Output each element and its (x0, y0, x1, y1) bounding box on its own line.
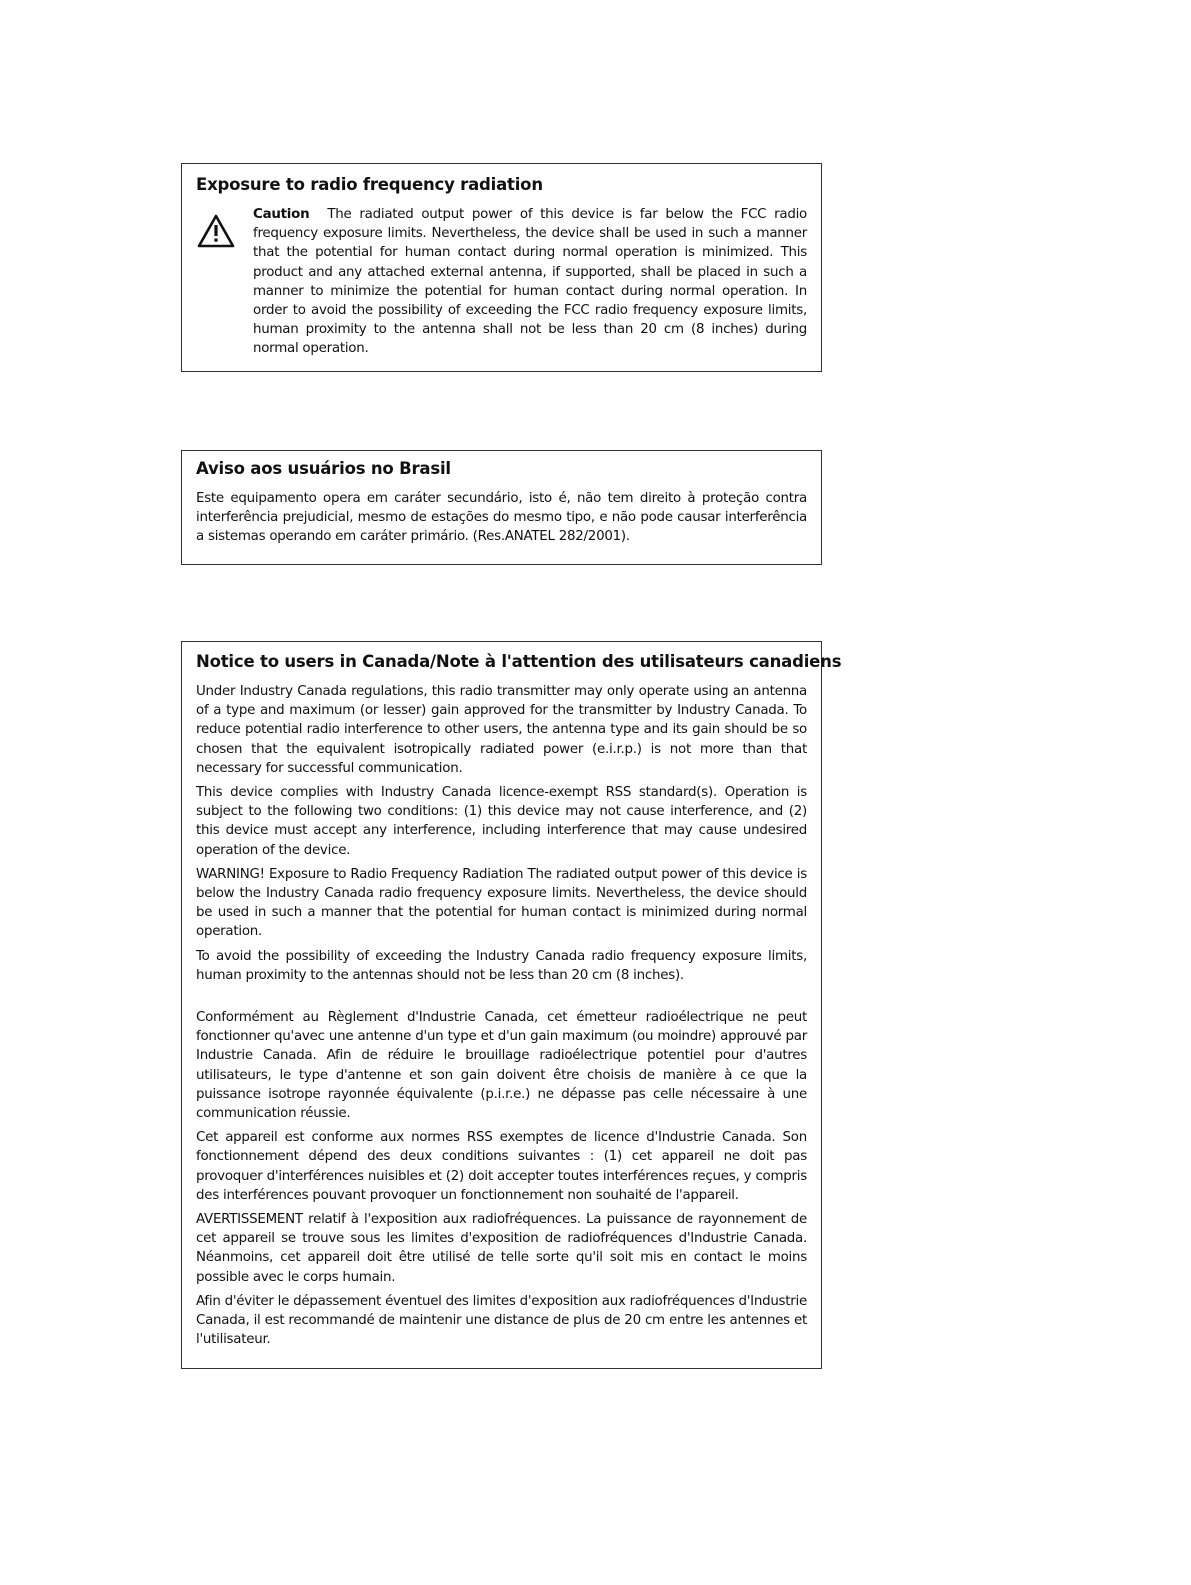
canada-en-paragraph: To avoid the possibility of exceeding the Industry Canada radio frequency exposure limits, human proximity to the antennas should not be less than 20 cm (8 inches). (196, 948, 807, 983)
canada-notice-box (181, 641, 842, 1369)
caution-paragraph (253, 205, 807, 359)
caution-text: The radiated output power of this device is far below the FCC radio frequency exposure limits. Nevertheless, the device shall be used in such a manner that the potential for human contact during normal operation is minimized. This product and any attached external antenna, if supported, shall be placed in such a manner to minimize the potential for human contact during normal operation. In order to avoid the possibility of exceeding the FCC radio frequency exposure limits, human proximity to the antenna shall not be less than 20 cm (8 inches) during normal operation. (253, 207, 807, 357)
language-spacer (196, 985, 807, 1008)
rf-exposure-title: Exposure to radio frequency radiation (196, 175, 543, 194)
warning-triangle-icon (197, 213, 235, 249)
rf-exposure-box (181, 163, 822, 372)
canada-en-paragraph: This device complies with Industry Canada licence-exempt RSS standard(s). Operation is subject to the following two conditions: (1) this device may not cause interference, and (2) this device must accept any interference, including interference that may cause undesired operation of the device. (196, 785, 807, 858)
canada-en-paragraph: Under Industry Canada regulations, this radio transmitter may only operate using an antenna of a type and maximum (or lesser) gain approved for the transmitter by Industry Canada. To reduce potential radio interference to other users, the antenna type and its gain should be so chosen that the equivalent isotropically radiated power (e.i.r.p.) is not more than that necessary for successful communication. (196, 684, 807, 776)
brazil-notice-title: Aviso aos usuários no Brasil (196, 459, 451, 478)
canada-fr-paragraph: AVERTISSEMENT relatif à l'exposition aux radiofréquences. La puissance de rayonnement de cet appareil se trouve sous les limites d'exposition de radiofréquences d'Industrie Canada. Néanmoins, cet appareil doit être utilisé de telle sorte qu'il soit mis en contact le moins possible avec le corps humain. (196, 1212, 807, 1285)
caution-label: Caution (253, 207, 310, 222)
brazil-notice-text: Este equipamento opera em caráter secundário, isto é, não tem direito à proteção contra interferência prejudicial, mesmo de estações do mesmo tipo, e não pode causar interferência a sistemas operando em caráter primário. (Res.ANATEL 282/2001). (196, 491, 807, 545)
canada-fr-paragraph: Conformément au Règlement d'Industrie Canada, cet émetteur radioélectrique ne peut fonctionner qu'avec une antenne d'un type et d'un gain maximum (ou moindre) approuvé par Industrie Canada. Afin de réduire le brouillage radioélectrique potentiel pour d'autres utilisateurs, le type d'antenne et son gain doivent être choisis de manière à ce que la puissance isotrope rayonnée équivalente (p.i.r.e.) ne dépasse pas celle nécessaire à une communication réussie. (196, 1010, 807, 1122)
caution-row (196, 205, 807, 359)
canada-fr-paragraph: Afin d'éviter le dépassement éventuel des limites d'exposition aux radiofréquences d'Industrie Canada, il est recommandé de maintenir une distance de plus de 20 cm entre les antennes et l'utilisateur. (196, 1293, 807, 1348)
canada-fr-paragraph: Cet appareil est conforme aux normes RSS exemptes de licence d'Industrie Canada. Son fonctionnement dépend des deux conditions suivantes : (1) cet appareil ne doit pas provoquer d'interférences nuisibles et (2) doit accepter toutes interférences reçues, y compris des interférences pouvant provoquer un fonctionnement non souhaité de l'appareil. (196, 1130, 807, 1203)
canada-notice-title: Notice to users in Canada/Note à l'attention des utilisateurs canadiens (196, 652, 842, 671)
brazil-notice-box (181, 450, 822, 565)
canada-en-paragraph: WARNING! Exposure to Radio Frequency Radiation The radiated output power of this device is below the Industry Canada radio frequency exposure limits. Nevertheless, the device should be used in such a manner that the potential for human contact is minimized during normal operation. (196, 866, 807, 940)
